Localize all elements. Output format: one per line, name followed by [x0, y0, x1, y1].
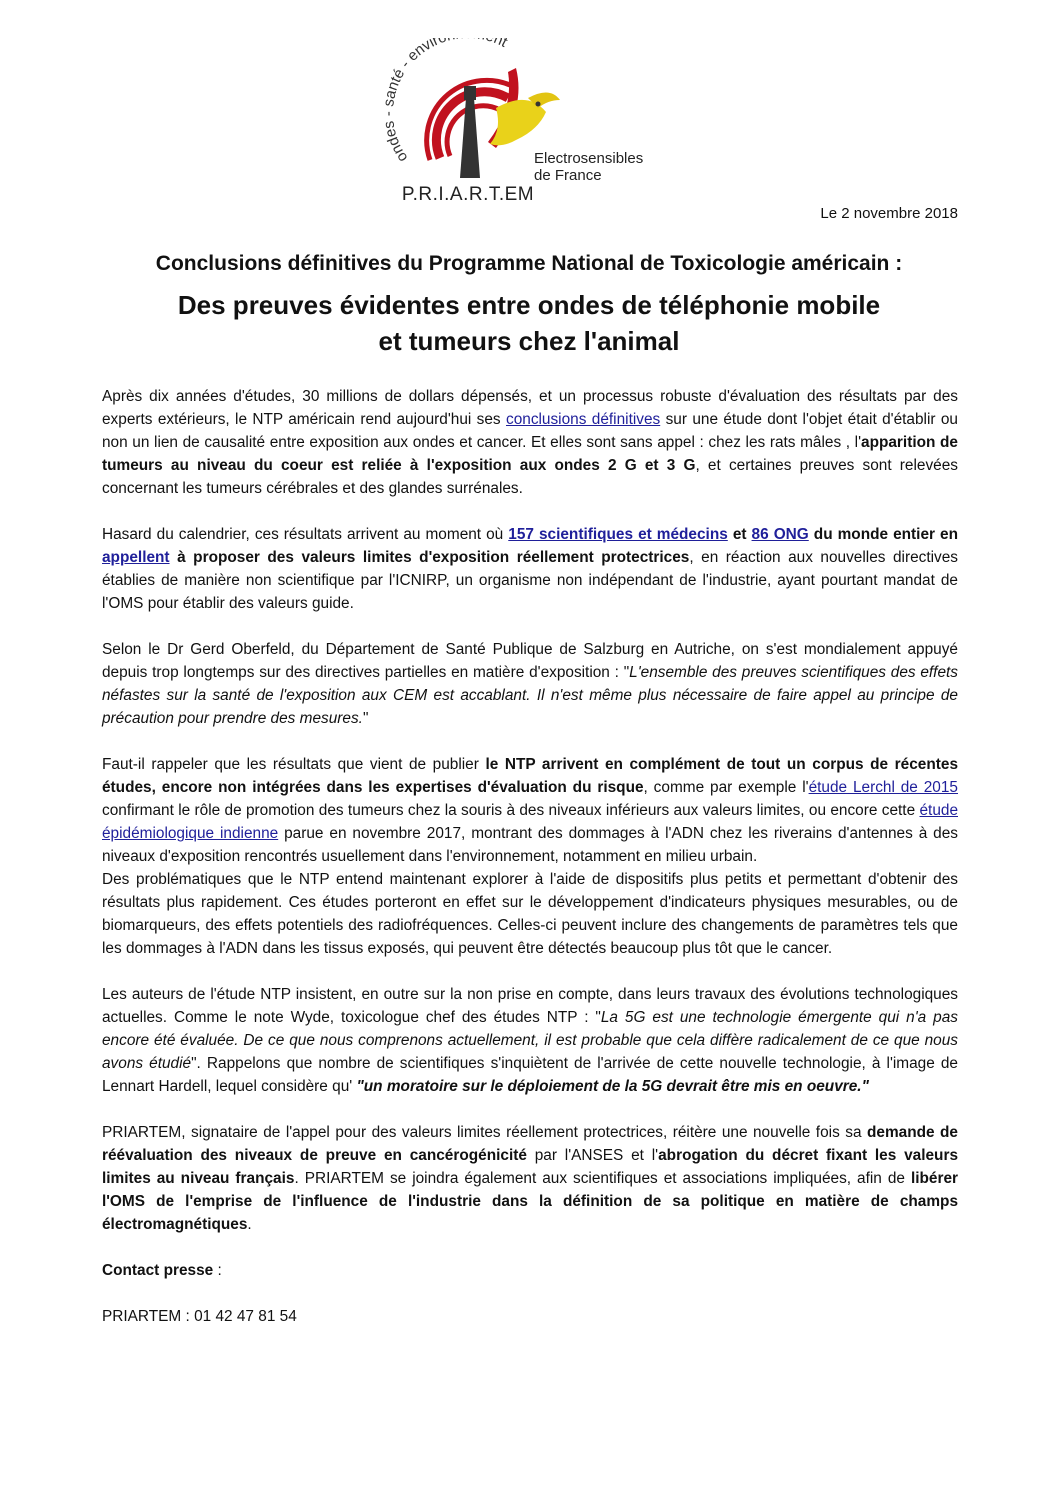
text: Selon le Dr Gerd Oberfeld, du Département de Santé Publique de Salzburg en Autriche, on s'est mondialement appuyé depuis trop longtemps sur des directives partielles en matière d'exposition : ": [102, 641, 958, 681]
priartem-logo: [378, 38, 678, 210]
text: Les auteurs de l'étude NTP insistent, en outre sur la non prise en compte, dans leurs travaux des évolutions technologiques actuelles. Comme le note Wyde, toxicologue chef des études NTP : ": [102, 986, 958, 1026]
bold-text: et: [727, 526, 752, 543]
quote-bold: "un moratoire sur le déploiement de la 5G devrait être mis en oeuvre.": [356, 1078, 869, 1095]
text: PRIARTEM, signataire de l'appel pour des valeurs limites réellement protectrices, réitère une nouvelle fois sa: [102, 1124, 867, 1141]
quote: La 5G est une technologie émergente qui n'a pas encore été évaluée. De ce que nous comprenons actuellement, il est probable que cela diffère radicalement de ce que nous avons étudié: [102, 1009, 958, 1072]
bold-text: à proposer des valeurs limites d'exposition réellement protectrices: [169, 549, 690, 566]
main-title: [0, 287, 1058, 359]
logo-partner: [534, 150, 643, 184]
main-title-line1: Des preuves évidentes entre ondes de téléphonie mobile: [177, 290, 881, 320]
text: Faut-il rappeler que les résultats que vient de publier: [102, 756, 486, 773]
quote: L'ensemble des preuves scientifiques des effets néfastes sur la santé de l'exposition aux CEM est accablant. Il n'est même plus nécessaire de faire appel au principe de précaution pour prendre des mesures.: [102, 664, 958, 727]
paragraph-6: [102, 983, 958, 1098]
bold-text: demande de réévaluation des niveaux de preuve en cancérogénicité: [102, 1124, 958, 1164]
logo-name: P.R.I.A.R.T.EM: [401, 184, 535, 205]
logo-partner-line2: de France: [534, 167, 602, 184]
text: :: [213, 1262, 222, 1279]
article-body: [102, 385, 958, 1351]
press-release-date: Le 2 novembre 2018: [820, 205, 958, 222]
paragraph-4: [102, 753, 958, 868]
text: sur une étude dont l'objet était d'établir ou non un lien de causalité entre exposition aux ondes et cancer. Et elles sont sans appel : chez les rats mâles , l': [102, 411, 958, 451]
bold-text: abrogation du décret fixant les valeurs limites au niveau français: [102, 1147, 959, 1187]
contact-phone: PRIARTEM : 01 42 47 81 54: [102, 1308, 297, 1325]
text: par l'ANSES et l': [526, 1147, 659, 1164]
title-line1: Conclusions définitives du Programme National de Toxicologie américain :: [155, 252, 903, 275]
paragraph-7: [102, 1121, 958, 1236]
logo-partner-line1: Electrosensibles: [534, 150, 644, 167]
text: Après dix années d'études, 30 millions de dollars dépensés, et un processus robuste d'évaluation des résultats par des experts extérieurs, le NTP américain rend aujourd'hui ses: [102, 388, 958, 428]
paragraph-2: [102, 523, 958, 615]
bold-text: du monde entier en: [808, 526, 958, 543]
link-indian-study[interactable]: étude épidémiologique indienne: [102, 802, 958, 842]
link-scientists[interactable]: 157 scientifiques et médecins: [508, 526, 728, 543]
paragraph-3: [102, 638, 958, 730]
link-ong[interactable]: 86 ONG: [751, 526, 809, 543]
link-lerchl[interactable]: étude Lerchl de 2015: [808, 779, 958, 796]
bold-text: apparition de tumeurs au niveau du coeur est reliée à l'exposition aux ondes 2 G et 3 G: [102, 434, 958, 474]
paragraph-1: [102, 385, 958, 500]
contact-heading: Contact presse: [102, 1262, 214, 1279]
contact-label: [102, 1259, 958, 1282]
paragraph-5: Des problématiques que le NTP entend maintenant explorer à l'aide de dispositifs plus petits et permettant d'obtenir des résultats plus rapidement. Ces études porteront en effet sur le développement d'indicateurs physiques mesurables, ou de biomarqueurs, des effets potentiels des radiofréquences. Celles-ci peuvent inclure des changements de paramètres tels que les dommages à l'ADN dans les tissus exposés, qui peuvent être détectés beaucoup plus tôt que le cancer.: [102, 871, 958, 957]
main-title-line2: et tumeurs chez l'animal: [378, 326, 680, 356]
text: confirmant le rôle de promotion des tumeurs chez la souris à des niveaux inférieurs aux valeurs limites, ou encore cette: [102, 802, 920, 819]
link-conclusions[interactable]: conclusions définitives: [506, 411, 661, 428]
text: ". Rappelons que nombre de scientifiques s'inquiètent de l'arrivée de cette nouvelle technologie, à l'image de Lennart Hardell, lequel considère qu': [102, 1055, 958, 1095]
text: , et certaines preuves sont relevées concernant les tumeurs cérébrales et des glandes surrénales.: [102, 457, 958, 497]
logo-arc-text: ondes - santé - envir nt: [379, 38, 511, 166]
text: . PRIARTEM se joindra également aux scientifiques et associations impliquées, afin de: [294, 1170, 911, 1187]
text: , en réaction aux nouvelles directives établies de manière non scientifique par l'ICNIRP, un organisme non indépendant de l'industrie, ayant pourtant mandat de l'OMS pour établir des valeurs guide.: [102, 549, 958, 612]
text: Hasard du calendrier, ces résultats arrivent au moment où: [102, 526, 509, 543]
link-appellent[interactable]: appellent: [102, 549, 170, 566]
bold-text: le NTP arrivent en complément de tout un corpus de récentes études, encore non intégrées dans les expertises d'évaluation du risque: [102, 756, 958, 796]
text: , comme par exemple l': [643, 779, 809, 796]
text: .: [247, 1216, 252, 1233]
bold-text: libérer l'OMS de l'emprise de l'influence de l'industrie dans la définition de sa politique en matière de champs électromagnétiques: [102, 1170, 958, 1233]
text: parue en novembre 2017, montrant des dommages à l'ADN chez les riverains d'antennes à des niveaux d'exposition rencontrés usuellement dans l'environnement, notamment en milieu urbain.: [102, 825, 958, 865]
text: ": [362, 710, 369, 727]
